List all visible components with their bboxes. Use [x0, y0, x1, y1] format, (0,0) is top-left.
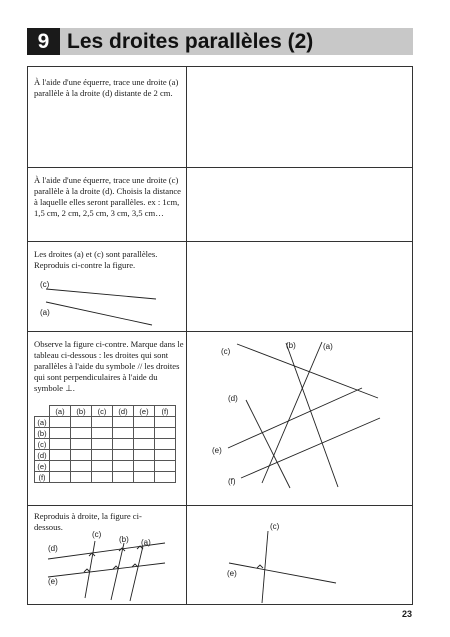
exercise-4-text: Observe la figure ci-contre. Marque dans le tableau ci-dessous : les droites qui sont parallèles à l'aide du symbole // les droites qui sont perpendiculaires à l'aide du symbole ⊥.: [34, 339, 184, 393]
line-e-ex4: [228, 388, 362, 448]
exercise-2-text: À l'aide d'une équerre, trace une droite (c) parallèle à la droite (d). Choisis la distance à laquelle elles seront parallèles. ex : 1cm, 1,5 cm, 2 cm, 2,5 cm, 3 cm, 3,5 cm…: [34, 175, 181, 218]
label-d-ex5: (d): [48, 544, 58, 553]
label-d-ex4: (d): [228, 394, 238, 403]
label-c-ex5-right: (c): [270, 522, 280, 531]
line-c: [46, 289, 156, 299]
label-b-ex4: (b): [286, 341, 296, 350]
label-c-ex4: (c): [221, 347, 231, 356]
label-f-ex4: (f): [228, 477, 236, 486]
label-e-ex5: (e): [48, 577, 58, 586]
line-a-ex4: [262, 342, 322, 483]
line-e-ex5: [48, 563, 165, 577]
page-number: 23: [401, 609, 412, 619]
label-a-ex4: (a): [323, 342, 333, 351]
line-c-ex5-right: [262, 531, 268, 603]
table-col-header: (b): [71, 406, 92, 417]
label-e-ex4: (e): [212, 446, 222, 455]
exercise-5-text: Reproduis à droite, la figure ci-dessous.: [34, 511, 142, 532]
label-a-ex5: (a): [141, 538, 151, 547]
line-a: [46, 302, 152, 325]
label-e-ex5-right: (e): [227, 569, 237, 578]
table-row-header: (a): [35, 417, 50, 428]
line-d-ex4: [246, 400, 290, 488]
exercise-3-text: Les droites (a) et (c) sont parallèles. Reproduis ci-contre la figure.: [34, 249, 158, 270]
label-c-ex5: (c): [92, 530, 102, 539]
table-col-header: (c): [92, 406, 113, 417]
table-row-header: (d): [35, 450, 50, 461]
table-row-header: (e): [35, 461, 50, 472]
line-a-ex5: [130, 546, 143, 601]
table-col-header: (d): [113, 406, 134, 417]
label-b-ex5: (b): [119, 535, 129, 544]
table-col-header: (e): [134, 406, 155, 417]
table-row-header: (f): [35, 472, 50, 483]
label-c: (c): [40, 280, 50, 289]
page-title: Les droites parallèles (2): [67, 30, 314, 53]
label-a: (a): [40, 308, 50, 317]
table-col-header: (a): [50, 406, 71, 417]
right-angle-mark: [84, 569, 90, 572]
right-angle-mark: [257, 565, 263, 568]
line-b-ex5: [111, 543, 124, 600]
table-row-header: (b): [35, 428, 50, 439]
exercise-1-text: À l'aide d'une équerre, trace une droite (a) parallèle à la droite (d) distante de 2 cm.: [34, 77, 179, 98]
line-e-ex5-right: [229, 563, 336, 583]
table-row-header: (c): [35, 439, 50, 450]
line-f-ex4: [241, 418, 380, 478]
exercise-number: 9: [27, 28, 60, 55]
table-col-header: (f): [155, 406, 176, 417]
